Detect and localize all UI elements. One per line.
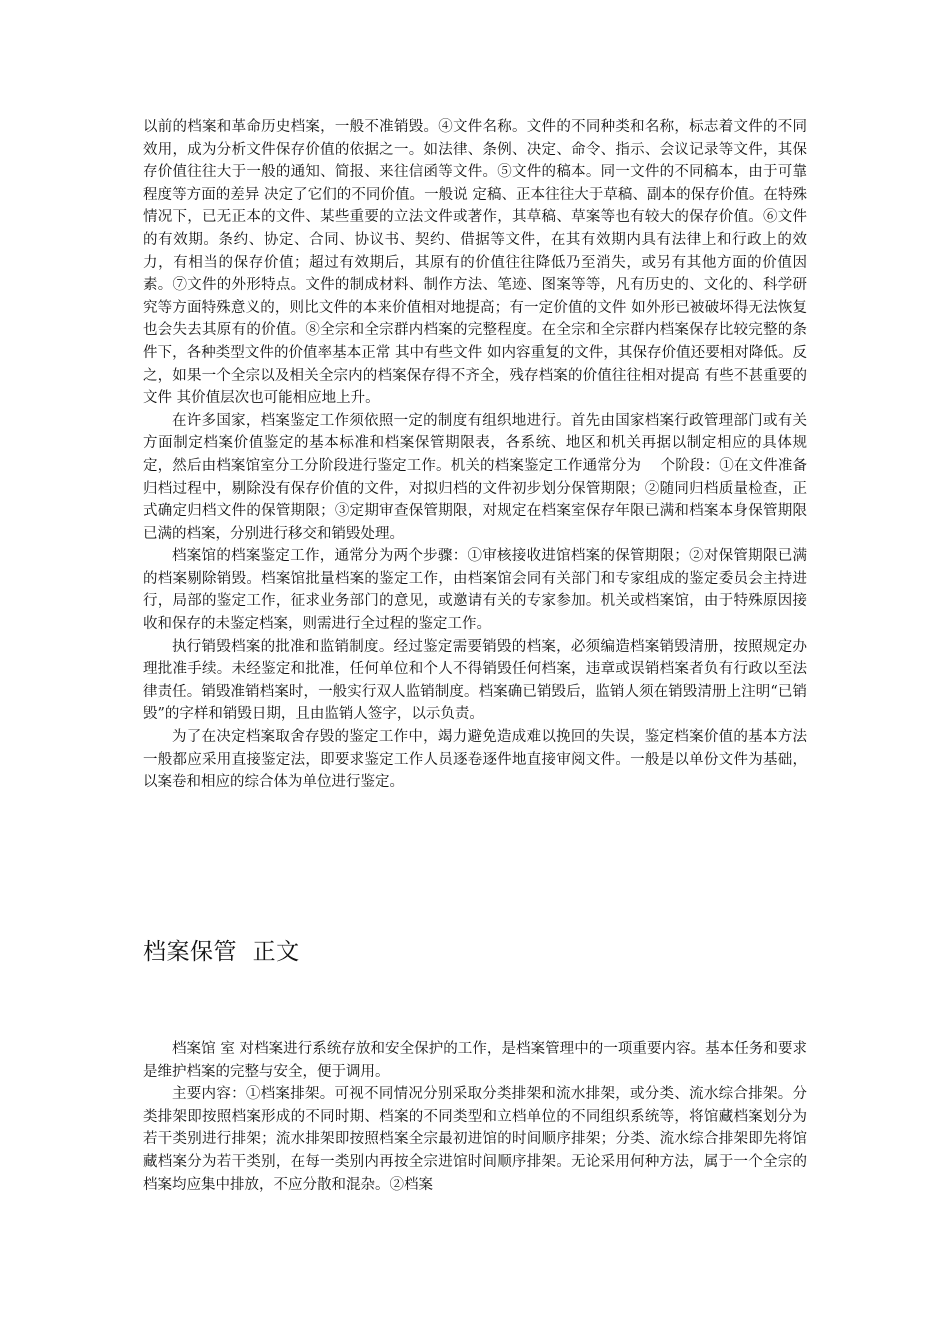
archive-storage-section bbox=[143, 1038, 807, 1196]
paragraph-appraisal-system: 在许多国家，档案鉴定工作须依照一定的制度有组织地进行。首先由国家档案行政管理部门或有关方面制定档案价值鉴定的基本标准和档案保管期限表，各系统、地区和机关再据以制定相应的具体规定，然后由档案馆室分工分阶段进行鉴定工作。机关的档案鉴定工作通常分为 个阶段：①在文件准备归档过程中，剔除没有保存价值的文件，对拟归档的文件初步划分保管期限；②随同归档质量检查，正式确定归档文件的保管期限；③定期审查保管期限，对规定在档案室保存年限已满和档案本身保管期限已满的档案，分别进行移交和销毁处理。 bbox=[143, 412, 807, 542]
paragraph-archive-hall-steps: 档案馆的档案鉴定工作，通常分为两个步骤：①审核接收进馆档案的保管期限；②对保管期限已满的档案剔除销毁。档案馆批量档案的鉴定工作，由档案馆会同有关部门和专家组成的鉴定委员会主持进行，局部的鉴定工作，征求业务部门的意见，或邀请有关的专家参加。机关或档案馆，由于特殊原因接收和保存的未鉴定档案，则需进行全过程的鉴定工作。 bbox=[143, 548, 807, 633]
paragraph-continuation: 以前的档案和革命历史档案，一般不准销毁。④文件名称。文件的不同种类和名称，标志着文件的不同效用，成为分析文件保存价值的依据之一。如法律、条例、决定、命令、指示、会议记录等文件，其保存价值往往大于一般的通知、简报、来往信函等文件。⑤文件的稿本。同一文件的不同稿本，由于可靠程度等方面的差异 决定了它们的不同价值。一般说 定稿、正本往往大于草稿、副本的保存价值。在特殊情况下，已无正本的文件、某些重要的立法文件或著作，其草稿、草案等也有较大的保存价值。⑥文件的有效期。条约、协定、合同、协议书、契约、借据等文件，在其有效期内具有法律上和行政上的效力，有相当的保存价值；超过有效期后，其原有的价值往往降低乃至消失，或另有其他方面的价值因素。⑦文件的外形特点。文件的制成材料、制作方法、笔迹、图案等等，凡有历史的、文化的、科学研究等方面特殊意义的，则比文件的本来价值相对地提高；有一定价值的文件 如外形已被破坏得无法恢复 也会失去其原有的价值。⑧全宗和全宗群内档案的完整程度。在全宗和全宗群内档案保存比较完整的条件下，各种类型文件的价值率基本正常 其中有些文件 如内容重复的文件，其保存价值还要相对降低。反之，如果一个全宗以及相关全宗内的档案保存得不齐全，残存档案的价值往往相对提高 有些不甚重要的文件 其价值层次也可能相应地上升。 bbox=[143, 119, 807, 407]
paragraph-destruction-approval: 执行销毁档案的批准和监销制度。经过鉴定需要销毁的档案，必须编造档案销毁清册，按照规定办理批准手续。未经鉴定和批准，任何单位和个人不得销毁任何档案，违章或误销档案者负有行政以至法律责任。销毁准销档案时，一般实行双人监销制度。档案确已销毁后，监销人须在销毁清册上注明“已销毁”的字样和销毁日期，且由监销人签字，以示负责。 bbox=[143, 638, 807, 723]
section-heading: 档案保管 正文 bbox=[143, 939, 300, 965]
paragraph-storage-main-content: 主要内容：①档案排架。可视不同情况分别采取分类排架和流水排架，或分类、流水综合排架。分类排架即按照档案形成的不同时期、档案的不同类型和立档单位的不同组织系统等，将馆藏档案划分为若干类别进行排架；流水排架即按照档案全宗最初进馆的时间顺序排架；分类、流水综合排架即先将馆藏档案分为若干类别，在每一类别内再按全宗进馆时间顺序排架。无论采用何种方法，属于一个全宗的档案均应集中排放，不应分散和混杂。②档案 bbox=[143, 1086, 807, 1193]
paragraph-storage-intro: 档案馆 室 对档案进行系统存放和安全保护的工作，是档案管理中的一项重要内容。基本任务和要求是维护档案的完整与安全，便于调用。 bbox=[143, 1041, 807, 1080]
archive-appraisal-section bbox=[143, 116, 807, 794]
paragraph-direct-appraisal: 为了在决定档案取舍存毁的鉴定工作中，竭力避免造成难以挽回的失误，鉴定档案价值的基本方法一般都应采用直接鉴定法，即要求鉴定工作人员逐卷逐件地直接审阅文件。一般是以单份文件为基础，以案卷和相应的综合体为单位进行鉴定。 bbox=[143, 729, 807, 791]
